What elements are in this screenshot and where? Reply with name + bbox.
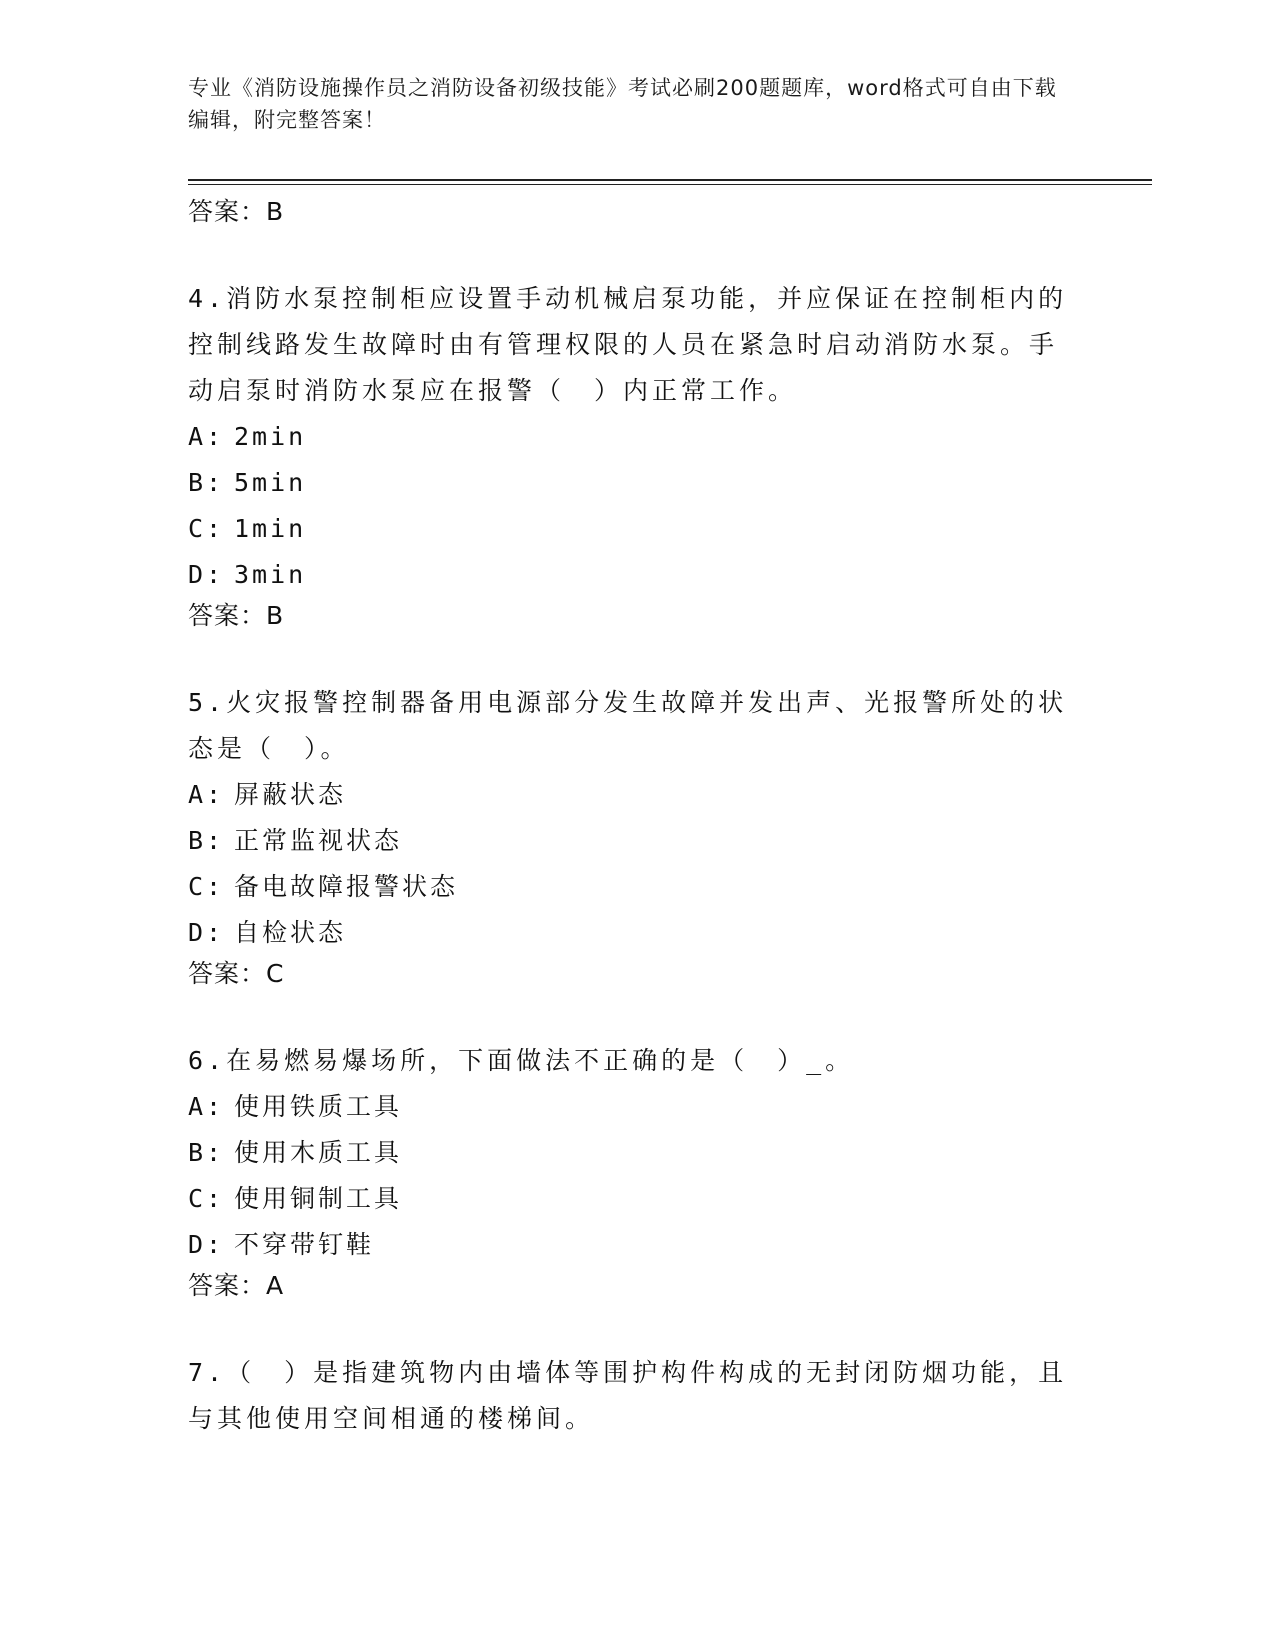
option-c	[188, 506, 1068, 552]
header-rule-bottom	[188, 184, 1152, 185]
option-key: B:	[188, 826, 225, 855]
option-a	[188, 772, 1068, 818]
question-stem: 6.在易燃易爆场所，下面做法不正确的是（ ）_。	[188, 1046, 855, 1075]
option-text: 使用铁质工具	[234, 1092, 403, 1121]
answer-line: 答案：C	[188, 959, 285, 988]
page-header: 专业《消防设施操作员之消防设备初级技能》考试必刷200题题库，word格式可自由下载编辑，附完整答案！	[188, 76, 1057, 132]
option-b	[188, 1130, 1068, 1176]
question-stem: 7.（ ）是指建筑物内由墙体等围护构件构成的无封闭防烟功能，且与其他使用空间相通的楼梯间。	[188, 1358, 1068, 1433]
option-c	[188, 1176, 1068, 1222]
answer-line: 答案：B	[188, 601, 285, 630]
option-text: 1min	[234, 514, 307, 543]
option-text: 自检状态	[234, 918, 347, 947]
option-text: 使用木质工具	[234, 1138, 403, 1167]
option-text: 3min	[234, 560, 307, 589]
option-key: D:	[188, 918, 225, 947]
option-text: 5min	[234, 468, 307, 497]
option-key: A:	[188, 1092, 225, 1121]
option-key: C:	[188, 1184, 225, 1213]
option-text: 使用铜制工具	[234, 1184, 403, 1213]
option-key: A:	[188, 422, 225, 451]
option-d	[188, 1222, 1068, 1268]
previous-answer: 答案：B	[188, 197, 285, 226]
option-c	[188, 864, 1068, 910]
option-text: 不穿带钉鞋	[234, 1230, 375, 1259]
option-text: 正常监视状态	[234, 826, 403, 855]
option-b	[188, 818, 1068, 864]
answer-line: 答案：A	[188, 1271, 285, 1300]
option-key: C:	[188, 514, 225, 543]
question-list	[188, 194, 1068, 1442]
option-key: B:	[188, 1138, 225, 1167]
option-d	[188, 910, 1068, 956]
option-text: 备电故障报警状态	[234, 872, 459, 901]
option-text: 2min	[234, 422, 307, 451]
question-6	[188, 1038, 1068, 1304]
option-key: C:	[188, 872, 225, 901]
question-4	[188, 276, 1068, 634]
option-key: D:	[188, 560, 225, 589]
question-5	[188, 680, 1068, 992]
option-key: A:	[188, 780, 225, 809]
option-d	[188, 552, 1068, 598]
question-stem: 5.火灾报警控制器备用电源部分发生故障并发出声、光报警所处的状态是（ ）。	[188, 688, 1068, 763]
option-key: B:	[188, 468, 225, 497]
header-rule-top	[188, 179, 1152, 181]
option-text: 屏蔽状态	[234, 780, 347, 809]
option-b	[188, 460, 1068, 506]
question-stem: 4.消防水泵控制柜应设置手动机械启泵功能，并应保证在控制柜内的控制线路发生故障时由有管理权限的人员在紧急时启动消防水泵。手动启泵时消防水泵应在报警（ ）内正常工作。	[188, 284, 1068, 405]
question-7	[188, 1350, 1068, 1442]
option-a	[188, 1084, 1068, 1130]
option-a	[188, 414, 1068, 460]
option-key: D:	[188, 1230, 225, 1259]
